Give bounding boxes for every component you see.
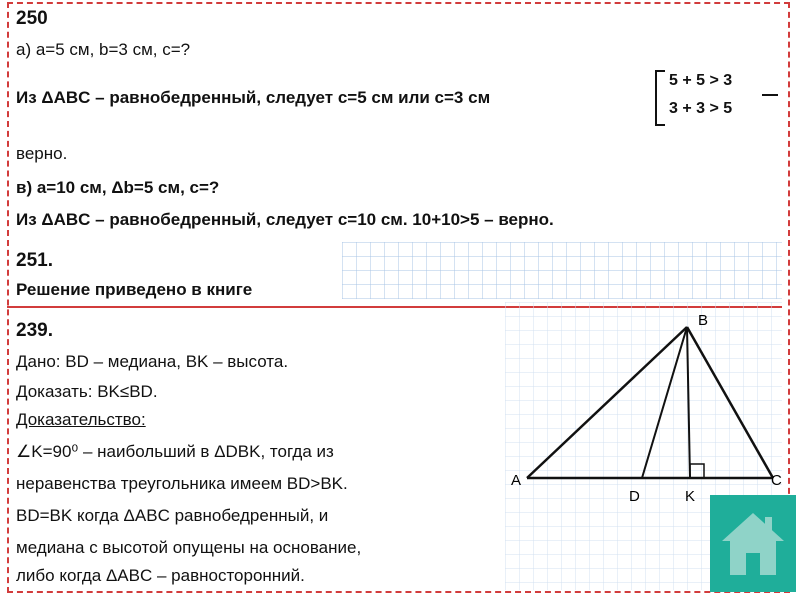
altitude-BK xyxy=(687,327,690,478)
problem-239-number: 239. xyxy=(16,320,53,341)
problem-250-b-given: в) a=10 см, Δb=5 см, c=? xyxy=(16,178,220,197)
problem-250-a-text: Из ΔABC – равнобедренный, следует с=5 см или с=3 см xyxy=(16,88,491,107)
problem-251-number: 251. xyxy=(16,250,53,271)
problem-251-text: Решение приведено в книге xyxy=(16,280,253,299)
system-bracket xyxy=(655,70,665,126)
side-BC xyxy=(687,327,773,478)
problem-250-a-result: верно. xyxy=(16,144,68,163)
dash-mark xyxy=(762,94,778,96)
point-label-D: D xyxy=(629,488,640,505)
system-line-2: 3 + 3 > 5 xyxy=(669,100,733,117)
proof-line-5: либо когда ΔABC – равносторонний. xyxy=(16,566,305,585)
problem-250-number: 250 xyxy=(16,8,48,29)
problem-239-prove: Доказать: BK≤BD. xyxy=(16,382,158,401)
graph-paper-grid-top xyxy=(342,242,782,299)
point-label-K: K xyxy=(685,488,696,505)
vertex-label-C: C xyxy=(771,472,782,489)
proof-line-2: неравенства треугольника имеем BD>BK. xyxy=(16,474,348,493)
side-AB xyxy=(527,327,687,478)
proof-line-3: BD=BK когда ΔABC равнобедренный, и xyxy=(16,506,329,525)
proof-line-1: ∠K=90⁰ – наибольший в ΔDBK, тогда из xyxy=(16,442,334,461)
inequality-system xyxy=(655,68,765,124)
proof-title: Доказательство: xyxy=(16,410,146,429)
problem-250-a-given: а) a=5 см, b=3 см, c=? xyxy=(16,40,191,59)
vertex-label-B: B xyxy=(698,312,709,329)
home-button[interactable] xyxy=(710,495,796,592)
problem-239-given: Дано: BD – медиана, BK – высота. xyxy=(16,352,289,371)
vertex-label-A: A xyxy=(511,472,522,489)
home-icon xyxy=(710,495,796,592)
problem-250-b-text: Из ΔABC – равнобедренный, следует с=10 см. 10+10>5 – верно. xyxy=(16,210,554,229)
proof-line-4: медиана с высотой опущены на основание, xyxy=(16,538,362,557)
system-line-1: 5 + 5 > 3 xyxy=(669,72,733,89)
right-angle-mark xyxy=(690,464,704,478)
triangle-figure xyxy=(505,305,795,515)
